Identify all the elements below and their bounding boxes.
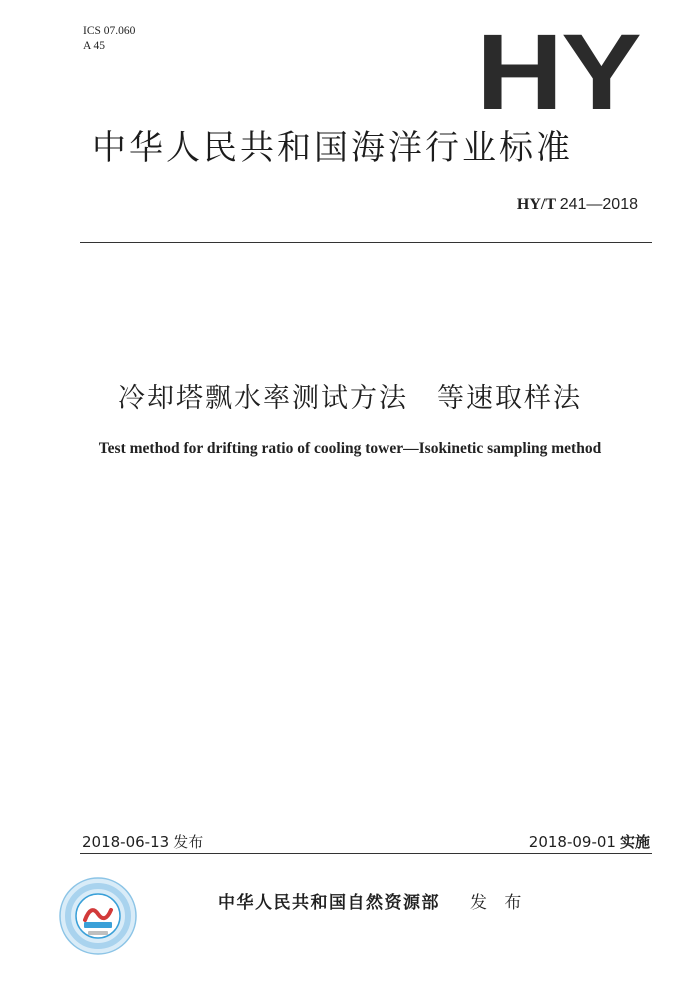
implementation-label: 实施 bbox=[619, 833, 650, 851]
implementation-date-line bbox=[529, 831, 650, 852]
bottom-divider bbox=[80, 853, 652, 854]
issue-date: 2018-06-13 bbox=[82, 833, 170, 851]
standard-category-title: 中华人民共和国海洋行业标准 bbox=[92, 128, 573, 168]
publisher-line bbox=[218, 888, 527, 913]
standard-number-digits: 241—2018 bbox=[559, 196, 638, 213]
issue-label: 发布 bbox=[173, 833, 204, 851]
standard-number bbox=[517, 196, 638, 214]
ics-code-block bbox=[83, 24, 135, 54]
ccs-code: A 45 bbox=[83, 40, 106, 52]
document-title-en: Test method for drifting ratio of cooling tower—Isokinetic sampling method bbox=[98, 440, 602, 457]
ics-code: ICS 07.060 bbox=[83, 25, 136, 37]
implementation-date: 2018-09-01 bbox=[528, 833, 616, 851]
document-title-cn: 冷却塔飘水率测试方法 等速取样法 bbox=[118, 383, 582, 414]
standard-number-prefix: HY/T bbox=[516, 196, 560, 213]
certification-seal-icon bbox=[58, 876, 138, 956]
publisher-name: 中华人民共和国自然资源部 bbox=[218, 893, 440, 913]
top-divider bbox=[80, 242, 652, 243]
publisher-action: 发 布 bbox=[470, 893, 528, 913]
issue-date-line bbox=[82, 831, 203, 852]
hy-logo: HY bbox=[476, 11, 640, 132]
